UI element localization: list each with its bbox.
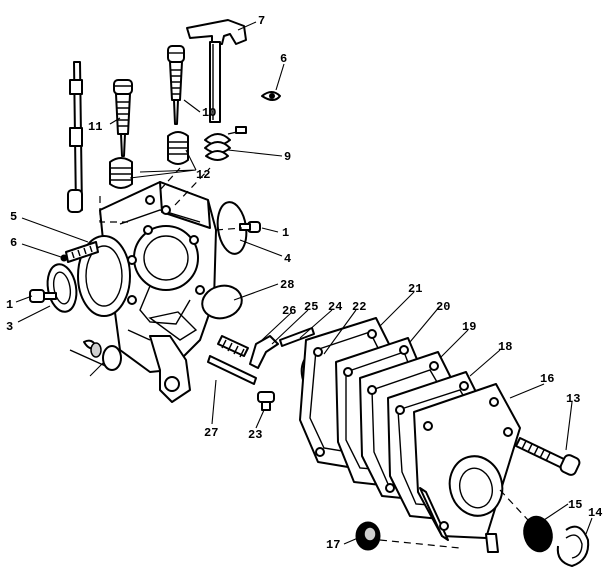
callout-19: 20 xyxy=(436,300,451,314)
callout-13: 14 xyxy=(588,506,603,520)
screen-part-14 xyxy=(520,513,556,555)
callout-16: 17 xyxy=(326,538,341,552)
screw-part-22 xyxy=(258,392,274,410)
callout-2: 3 xyxy=(6,320,14,334)
pin-part-26 xyxy=(208,356,256,384)
callout-15: 16 xyxy=(540,372,555,386)
metering-lever-part-24 xyxy=(250,336,278,368)
needle-screw-part-9 xyxy=(168,46,188,164)
callout-24: 25 xyxy=(304,300,319,314)
callout-5: 6 xyxy=(10,236,18,250)
spring-part-25 xyxy=(218,336,248,357)
callout-23: 24 xyxy=(328,300,343,314)
callout-3: 4 xyxy=(284,252,292,266)
screw-part-12 xyxy=(516,438,581,477)
callout-26: 27 xyxy=(204,426,219,440)
carburetor-body xyxy=(78,182,216,402)
callout-6: 6 xyxy=(280,52,288,66)
screw-part-1-right xyxy=(240,222,260,232)
fuel-plug-part-16 xyxy=(356,522,380,550)
callout-27: 28 xyxy=(280,278,295,292)
clip-part-6 xyxy=(262,92,280,100)
choke-shaft xyxy=(68,62,82,212)
callout-17: 18 xyxy=(498,340,513,354)
callout-9: 10 xyxy=(202,106,217,120)
retaining-ring-part-13 xyxy=(558,527,588,566)
callout-1-left: 1 xyxy=(6,298,14,312)
parts-group-28 xyxy=(70,341,121,370)
callout-20: 21 xyxy=(408,282,423,296)
callout-8: 9 xyxy=(284,150,292,164)
callout-7: 7 xyxy=(258,14,266,28)
pump-cover-part-15 xyxy=(414,384,520,552)
needle-screw-part-10 xyxy=(110,80,132,188)
callout-1-right: 1 xyxy=(282,226,290,240)
callout-18: 19 xyxy=(462,320,477,334)
throttle-shaft-part-7 xyxy=(187,20,246,122)
callout-14: 15 xyxy=(568,498,583,512)
spring-part-8 xyxy=(205,127,246,160)
callout-22: 23 xyxy=(248,428,263,442)
callout-25: 26 xyxy=(282,304,297,318)
callout-12: 13 xyxy=(566,392,581,406)
callout-4: 5 xyxy=(10,210,18,224)
callout-21: 22 xyxy=(352,300,367,314)
callout-10: 11 xyxy=(88,120,103,134)
callout-11: 12 xyxy=(196,168,211,182)
